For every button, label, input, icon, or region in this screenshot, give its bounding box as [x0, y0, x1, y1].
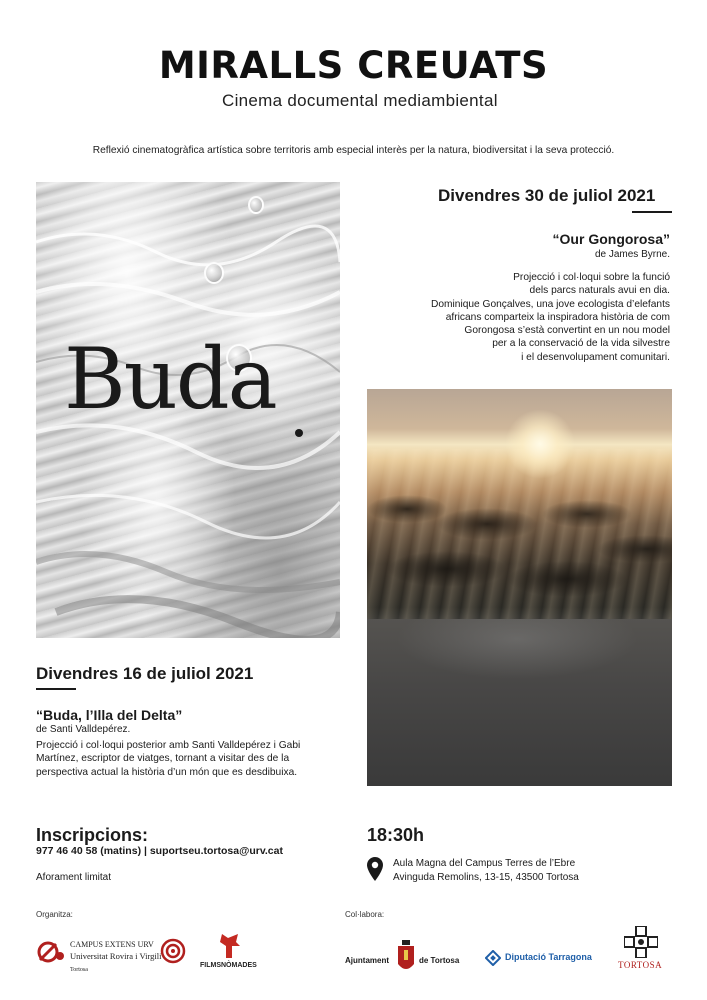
- river-water: [367, 619, 672, 786]
- page-subtitle: Cinema documental mediambiental: [222, 91, 498, 110]
- description-line: Dominique Gonçalves, una jove ecologista d’elefants: [431, 298, 670, 310]
- event-date: Divendres 30 de juliol 2021: [438, 186, 656, 205]
- landscape-photo: [367, 389, 672, 786]
- tortosa-shield-icon: [397, 940, 415, 974]
- divider: [36, 688, 76, 690]
- map-pin-icon: [367, 857, 383, 881]
- urv-logo: [36, 938, 186, 978]
- ajuntament-text-left: Ajuntament: [345, 956, 389, 965]
- films-nomades-logo: [200, 932, 256, 974]
- collaborators-label: Col·labora:: [345, 910, 385, 919]
- description-line: Gorongosa s’està convertint en un nou model: [464, 325, 670, 337]
- venue-name: Aula Magna del Campus Terres de l’Ebre: [393, 858, 576, 869]
- trees-silhouette: [367, 469, 672, 609]
- divider: [632, 211, 672, 213]
- tortosa-text: TORTOSA: [618, 960, 663, 970]
- film-title: “Our Gongorosa”: [552, 231, 670, 247]
- description-line: dels parcs naturals avui en dia.: [529, 285, 670, 297]
- tortosa-crest-logo: [616, 926, 666, 982]
- ajuntament-text-right: de Tortosa: [419, 956, 460, 965]
- films-nomades-mark-icon: [218, 932, 242, 960]
- tortosa-crest-icon: [624, 926, 658, 958]
- ajuntament-tortosa-logo: [345, 940, 463, 976]
- urv-spiral-icon: [160, 938, 186, 964]
- urv-line2: Universitat Rovira i Virgili: [70, 951, 162, 961]
- organizers-label: Organitza:: [36, 910, 73, 919]
- description-line: Projecció i col·loqui sobre la funció: [513, 272, 670, 283]
- poster-dot: [295, 429, 303, 437]
- film-title: “Buda, l’Illa del Delta”: [36, 707, 183, 723]
- registration-contact: 977 46 40 58 (matins) | suportseu.tortosa@urv.cat: [36, 845, 283, 857]
- film-description: [370, 271, 670, 364]
- buda-poster-image: [36, 182, 340, 638]
- diputacio-text: Diputació Tarragona: [505, 952, 592, 962]
- description-line: africans comparteix la inspiradora història de com: [445, 311, 670, 323]
- film-director: de James Byrne.: [594, 249, 670, 260]
- intro-text: Reflexió cinematogràfica artística sobre territoris amb especial interès per la natura, biodiversitat i la seva protecció.: [92, 145, 615, 156]
- film-description: Projecció i col·loqui posterior amb Santi Valldepérez i Gabi Martínez, escriptor de viatges, tornant a visitar des de la perspectiva actual la història d’un món que es desdibuixa.: [36, 740, 301, 778]
- description-line: i el desenvolupament comunitari.: [521, 351, 670, 363]
- description-line: per a la conservació de la vida silvestre: [492, 338, 670, 350]
- poster-title: Buda: [64, 330, 276, 428]
- registration-heading: Inscripcions:: [36, 825, 149, 845]
- event-date: Divendres 16 de juliol 2021: [36, 664, 254, 683]
- diputacio-tarragona-logo: [485, 948, 593, 970]
- urv-line1: CAMPUS EXTENS URV: [70, 940, 154, 949]
- urv-line3: Tortosa: [70, 967, 88, 973]
- film-director: de Santi Valldepérez.: [36, 724, 131, 735]
- urv-mark-icon: [36, 940, 66, 964]
- water-bubble: [204, 262, 224, 284]
- venue-address: Avinguda Remolins, 13-15, 43500 Tortosa: [393, 872, 579, 883]
- water-bubble: [248, 196, 264, 214]
- page-title: MIRALLS CREUATS: [158, 44, 549, 87]
- films-nomades-text: FILMSNÒMADES: [200, 962, 257, 969]
- event-time: 18:30h: [367, 825, 425, 845]
- capacity-note: Aforament limitat: [36, 872, 112, 883]
- diputacio-mark-icon: [485, 950, 501, 966]
